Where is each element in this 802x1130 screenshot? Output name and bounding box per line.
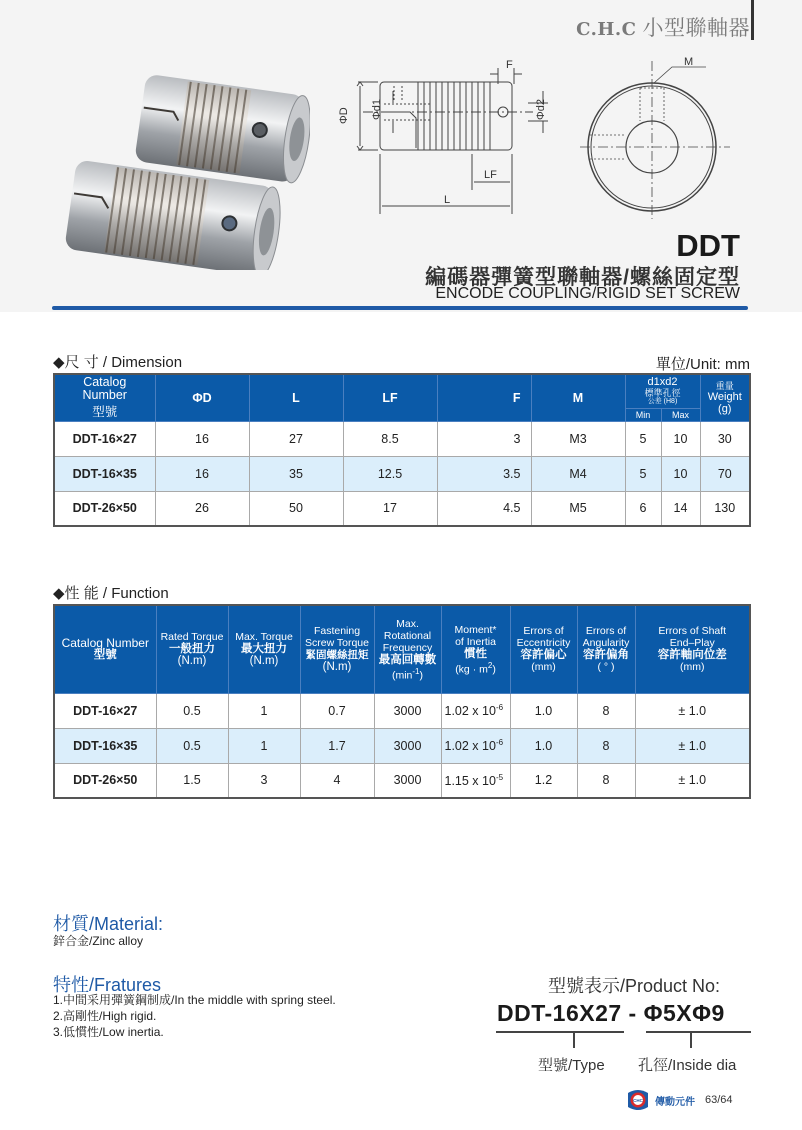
cell-rated: 1.5 bbox=[156, 763, 228, 798]
product-no-label: 型號表示/Product No: bbox=[548, 976, 721, 996]
col-max-torque: Max. Torque 最大扭力 (N.m) bbox=[228, 605, 300, 693]
cell-phiD: 16 bbox=[155, 456, 249, 491]
dimension-table bbox=[53, 373, 751, 527]
coupling-photo-small bbox=[134, 74, 310, 185]
label-LF: LF bbox=[484, 169, 497, 181]
cell-end-play: ± 1.0 bbox=[635, 693, 750, 728]
hero-banner bbox=[0, 0, 802, 312]
cell-angularity: 8 bbox=[577, 763, 635, 798]
cell-end-play: ± 1.0 bbox=[635, 763, 750, 798]
end-view-drawing bbox=[572, 55, 742, 220]
cell-fasten: 0.7 bbox=[300, 693, 374, 728]
cell-F: 4.5 bbox=[437, 491, 531, 526]
cell-M: M5 bbox=[531, 491, 625, 526]
dia-pointer bbox=[690, 1032, 692, 1048]
col-LF: LF bbox=[343, 374, 437, 421]
cell-angularity: 8 bbox=[577, 728, 635, 763]
table-row bbox=[54, 456, 750, 491]
cell-freq: 3000 bbox=[374, 763, 441, 798]
col-weight: 重量 Weight (g) bbox=[700, 374, 750, 421]
dimension-heading: ◆尺 寸 / Dimension bbox=[53, 354, 183, 371]
cell-fasten: 1.7 bbox=[300, 728, 374, 763]
cell-max: 14 bbox=[661, 491, 700, 526]
cell-fasten: 4 bbox=[300, 763, 374, 798]
label-phiD: ΦD bbox=[338, 107, 350, 124]
cell-phiD: 16 bbox=[155, 421, 249, 456]
col-bore-max: Max bbox=[661, 408, 700, 421]
table-row bbox=[54, 763, 750, 798]
cell-L: 27 bbox=[249, 421, 343, 456]
col-M: M bbox=[531, 374, 625, 421]
cell-freq: 3000 bbox=[374, 728, 441, 763]
cell-weight: 30 bbox=[700, 421, 750, 456]
table-row bbox=[54, 491, 750, 526]
cell-M: M4 bbox=[531, 456, 625, 491]
cell-catalog: DDT-26×50 bbox=[54, 763, 156, 798]
type-underline bbox=[496, 1031, 624, 1033]
col-rotational-frequency: Max. Rotational Frequency 最高回轉數 $(\min^{-1})$ bbox=[374, 605, 441, 693]
features-heading: 特性/Fratures bbox=[53, 975, 162, 995]
label-F: F bbox=[506, 59, 513, 71]
cell-LF: 8.5 bbox=[343, 421, 437, 456]
cell-max: 1 bbox=[228, 693, 300, 728]
chc-logo-icon bbox=[627, 1089, 649, 1111]
col-eccentricity: Errors of Eccentricity 容許偏心 (mm) bbox=[510, 605, 577, 693]
cell-max: 10 bbox=[661, 456, 700, 491]
brand-label bbox=[576, 12, 750, 42]
features-list bbox=[53, 992, 336, 1040]
svg-text:CHC: CHC bbox=[633, 1098, 643, 1103]
cell-weight: 130 bbox=[700, 491, 750, 526]
col-rated-torque: Rated Torque 一般扭力 (N.m) bbox=[156, 605, 228, 693]
feature-item: 2.高剛性/High rigid. bbox=[53, 1009, 157, 1023]
cell-min: 6 bbox=[625, 491, 661, 526]
cell-end-play: ± 1.0 bbox=[635, 728, 750, 763]
brand-zh: 小型聯軸器 bbox=[642, 17, 750, 40]
material-text: 鋅合金/Zinc alloy bbox=[53, 934, 144, 948]
cell-M: M3 bbox=[531, 421, 625, 456]
cell-max: 10 bbox=[661, 421, 700, 456]
cell-eccentricity: 1.2 bbox=[510, 763, 577, 798]
col-catalog: Catalog Number 型號 bbox=[54, 605, 156, 693]
cell-phiD: 26 bbox=[155, 491, 249, 526]
col-fastening-torque: Fastening Screw Torque 緊固螺絲扭矩 (N.m) bbox=[300, 605, 374, 693]
cell-inertia: 1.02 x $10^{-6}$ bbox=[441, 693, 510, 728]
page-footer bbox=[627, 1089, 733, 1111]
cell-eccentricity: 1.0 bbox=[510, 693, 577, 728]
table-row bbox=[54, 421, 750, 456]
col-L: L bbox=[249, 374, 343, 421]
col-angularity: Errors of Angularity 容許偏角 ( ° ) bbox=[577, 605, 635, 693]
feature-item: 3.低慣性/Low inertia. bbox=[53, 1025, 164, 1039]
cell-LF: 17 bbox=[343, 491, 437, 526]
col-F: F bbox=[437, 374, 531, 421]
cell-F: 3 bbox=[437, 421, 531, 456]
col-catalog: Catalog Number 型號 bbox=[54, 374, 155, 421]
cell-L: 35 bbox=[249, 456, 343, 491]
product-photo bbox=[60, 55, 310, 270]
type-label: 型號/Type bbox=[538, 1057, 605, 1074]
table-row bbox=[54, 728, 750, 763]
company-zh: 傳動元件 bbox=[655, 1096, 695, 1108]
cell-rated: 0.5 bbox=[156, 728, 228, 763]
product-no-code: DDT-16X27 - Φ5XΦ9 bbox=[497, 1000, 725, 1026]
cell-L: 50 bbox=[249, 491, 343, 526]
product-title-zh: 編碼器彈簧型聯軸器/螺絲固定型 bbox=[425, 266, 740, 289]
cell-inertia: 1.02 x $10^{-6}$ bbox=[441, 728, 510, 763]
type-pointer bbox=[573, 1032, 575, 1048]
inside-dia-label: 孔徑/Inside dia bbox=[638, 1057, 737, 1074]
col-moment-of-inertia: Moment* of Inertia 慣性 $(kg \cdot m^2)$ bbox=[441, 605, 510, 693]
material-heading: 材質/Material: bbox=[53, 914, 164, 934]
cell-min: 5 bbox=[625, 456, 661, 491]
cell-catalog: DDT-16×27 bbox=[54, 421, 155, 456]
cell-max: 1 bbox=[228, 728, 300, 763]
brand-divider bbox=[751, 0, 754, 40]
cell-LF: 12.5 bbox=[343, 456, 437, 491]
col-end-play: Errors of Shaft End–Play 容許軸向位差 (mm) bbox=[635, 605, 750, 693]
label-L: L bbox=[444, 194, 451, 206]
dia-underline bbox=[646, 1031, 751, 1033]
title-rule bbox=[52, 306, 748, 310]
col-bore-min: Min bbox=[625, 408, 661, 421]
cell-F: 3.5 bbox=[437, 456, 531, 491]
cell-freq: 3000 bbox=[374, 693, 441, 728]
col-phiD: ΦD bbox=[155, 374, 249, 421]
function-heading: ◆性 能 / Function bbox=[53, 585, 169, 602]
cell-rated: 0.5 bbox=[156, 693, 228, 728]
cell-weight: 70 bbox=[700, 456, 750, 491]
cell-catalog: DDT-26×50 bbox=[54, 491, 155, 526]
cell-catalog: DDT-16×35 bbox=[54, 456, 155, 491]
feature-item: 1.中間采用彈簧鋼制成/In the middle with spring steel. bbox=[53, 993, 336, 1007]
col-bore: d1xd2 標準孔徑 公差 (H8) bbox=[625, 374, 700, 408]
cell-max: 3 bbox=[228, 763, 300, 798]
function-table bbox=[53, 604, 751, 799]
cell-inertia: 1.15 x $10^{-5}$ bbox=[441, 763, 510, 798]
table-row bbox=[54, 693, 750, 728]
brand-latin: C.H.C bbox=[576, 19, 637, 40]
label-M: M bbox=[684, 56, 694, 68]
product-title-en: ENCODE COUPLING/RIGID SET SCREW bbox=[435, 285, 740, 302]
cell-eccentricity: 1.0 bbox=[510, 728, 577, 763]
label-phid2: Φd2 bbox=[535, 98, 547, 120]
page-number: 63/64 bbox=[705, 1094, 733, 1106]
side-view-drawing bbox=[318, 58, 558, 220]
cell-angularity: 8 bbox=[577, 693, 635, 728]
unit-label: 單位/Unit: mm bbox=[655, 356, 750, 373]
cell-catalog: DDT-16×35 bbox=[54, 728, 156, 763]
cell-min: 5 bbox=[625, 421, 661, 456]
label-phid1: Φd1 bbox=[371, 98, 383, 120]
cell-catalog: DDT-16×27 bbox=[54, 693, 156, 728]
product-code: DDT bbox=[676, 228, 740, 263]
